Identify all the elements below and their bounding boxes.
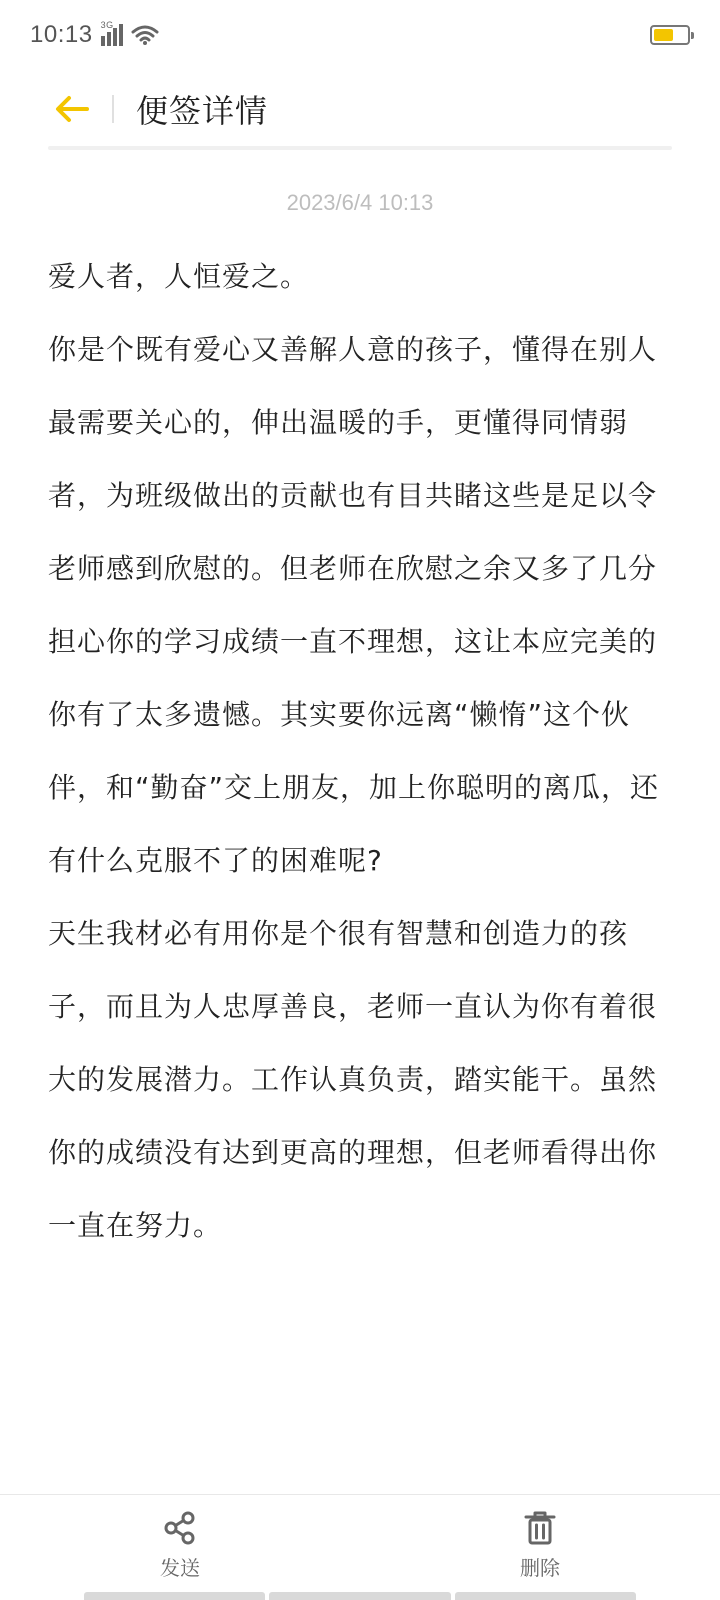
status-time: 10:13 [30, 21, 93, 48]
note-paragraph: 爱人者，人恒爱之。 [48, 260, 310, 293]
note-content [48, 240, 672, 1262]
share-icon [160, 1508, 200, 1548]
page-title: 便签详情 [136, 92, 269, 130]
arrow-left-icon [55, 95, 89, 123]
header [48, 70, 672, 148]
send-label: 发送 [160, 1555, 200, 1580]
bottom-toolbar [0, 1495, 720, 1593]
delete-button[interactable] [360, 1495, 720, 1593]
wifi-icon [131, 24, 159, 46]
header-divider [112, 95, 114, 123]
battery-level [654, 29, 673, 41]
send-button[interactable] [0, 1495, 360, 1593]
status-left [30, 21, 159, 49]
note-timestamp: 2023/6/4 10:13 [286, 190, 434, 215]
signal-icon [100, 20, 123, 46]
note-paragraph: 你是个既有爱心又善解人意的孩子，懂得在别人最需要关心的，伸出温暖的手，更懂得同情弱者，为班级做出的贡献也有目共睹这些是足以令老师感到欣慰的。但老师在欣慰之余又多了几分担心你的学习成绩一直不理想，这让本应完美的你有了太多遗憾。其实要你远离“懒惰”这个伙伴，和“勤奋”交上朋友，加上你聪明的离瓜，还有什么克服不了的困难呢? [48, 333, 660, 877]
status-right [650, 25, 690, 45]
home-indicator[interactable] [84, 1592, 636, 1600]
trash-icon [520, 1508, 560, 1548]
back-button[interactable] [48, 85, 96, 133]
network-type-label: 3G [100, 20, 114, 30]
header-divider-line [48, 146, 672, 150]
note-paragraph: 天生我材必有用你是个很有智慧和创造力的孩子，而且为人忠厚善良，老师一直认为你有着很大的发展潜力。工作认真负责，踏实能干。虽然你的成绩没有达到更高的理想，但老师看得出你一直在努力。 [48, 917, 658, 1242]
status-bar [0, 0, 720, 70]
battery-icon [650, 25, 690, 45]
delete-label: 删除 [520, 1555, 560, 1580]
